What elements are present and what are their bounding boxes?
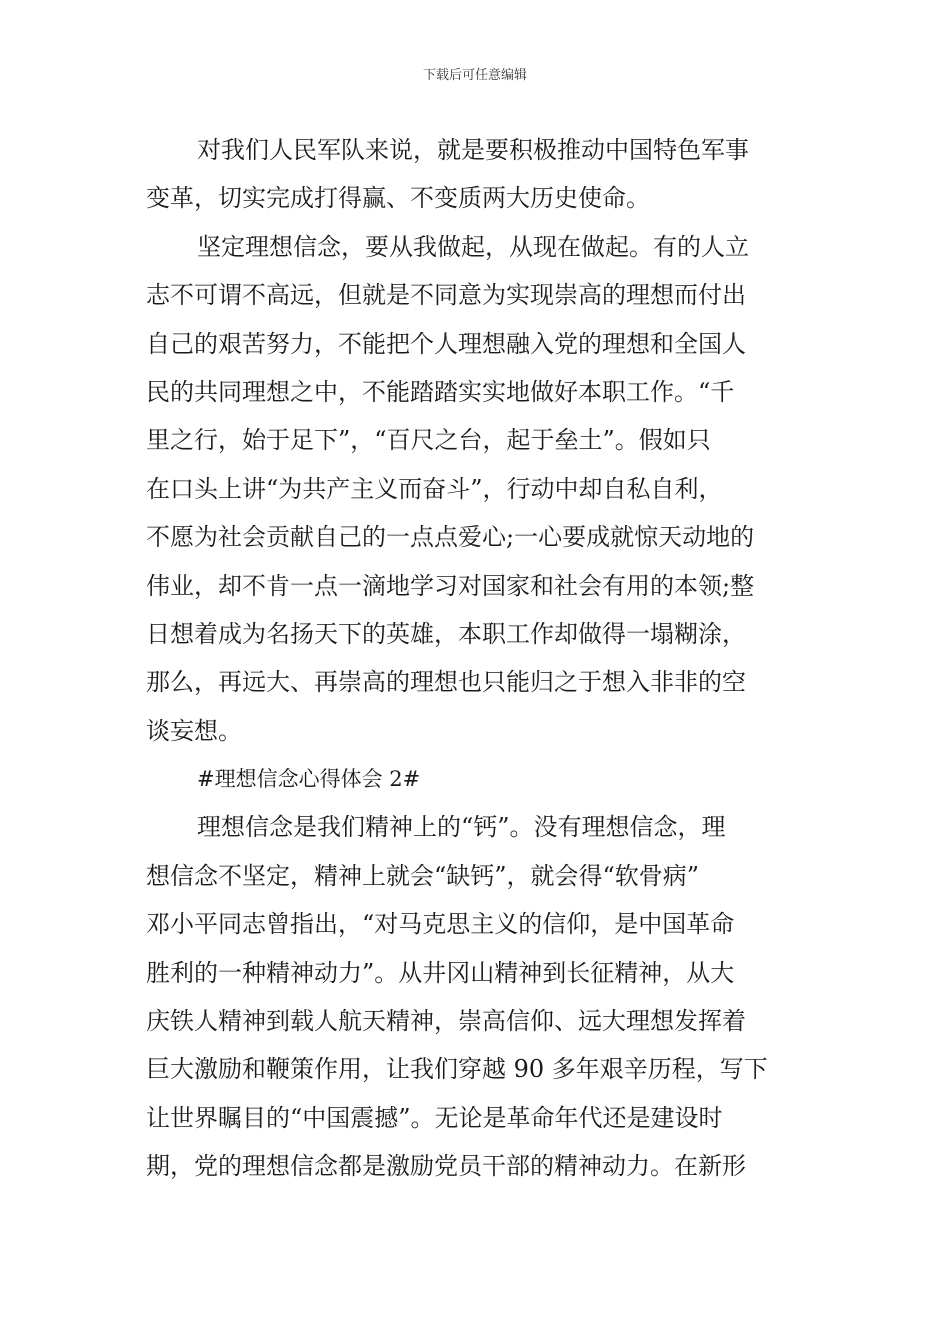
paragraph-line: 民的共同理想之中，不能踏踏实实地做好本职工作。“千 (146, 377, 735, 406)
section-heading: #理想信念心得体会 2# (197, 767, 421, 792)
paragraph-line: 伟业，却不肯一点一滴地学习对国家和社会有用的本领;整 (146, 571, 755, 600)
paragraph-line: 邓小平同志曾指出，“对马克思主义的信仰，是中国革命 (146, 910, 735, 939)
paragraph-line: 谈妄想。 (146, 716, 242, 745)
paragraph-line: 里之行，始于足下”，“百尺之台，起于垒土”。假如只 (146, 426, 711, 455)
page-header: 下载后可任意编辑 (422, 68, 527, 83)
paragraph-line: 那么，再远大、再崇高的理想也只能归之于想入非非的空 (146, 668, 746, 697)
paragraph-line: 期，党的理想信念都是激励党员干部的精神动力。在新形 (146, 1152, 746, 1181)
paragraph-line: 日想着成为名扬天下的英雄，本职工作却做得一塌糊涂， (146, 619, 746, 648)
document-body (146, 126, 808, 1191)
paragraph-line: 理想信念是我们精神上的“钙”。没有理想信念，理 (197, 813, 726, 842)
paragraph-line: 在口头上讲“为共产主义而奋斗”，行动中却自私自利， (146, 474, 723, 503)
paragraph-line: 胜利的一种精神动力”。从井冈山精神到长征精神，从大 (146, 958, 735, 987)
paragraph-line: 对我们人民军队来说，就是要积极推动中国特色军事 (197, 136, 749, 164)
paragraph-line: 志不可谓不高远，但就是不同意为实现崇高的理想而付出 (146, 281, 746, 310)
paragraph-line: 坚定理想信念，要从我做起，从现在做起。有的人立 (197, 232, 749, 261)
paragraph-line: 自己的艰苦努力，不能把个人理想融入党的理想和全国人 (146, 329, 746, 358)
paragraph-line: 巨大激励和鞭策作用，让我们穿越 90 多年艰辛历程，写下 (146, 1055, 768, 1084)
paragraph-line: 想信念不坚定，精神上就会“缺钙”，就会得“软骨病” (146, 861, 700, 890)
paragraph-line: 庆铁人精神到载人航天精神，崇高信仰、远大理想发挥着 (146, 1007, 746, 1036)
paragraph-line: 不愿为社会贡献自己的一点点爱心;一心要成就惊天动地的 (146, 523, 755, 552)
paragraph-line: 让世界瞩目的“中国震撼”。无论是革命年代还是建设时 (146, 1103, 723, 1132)
paragraph-line: 变革，切实完成打得赢、不变质两大历史使命。 (146, 184, 650, 213)
